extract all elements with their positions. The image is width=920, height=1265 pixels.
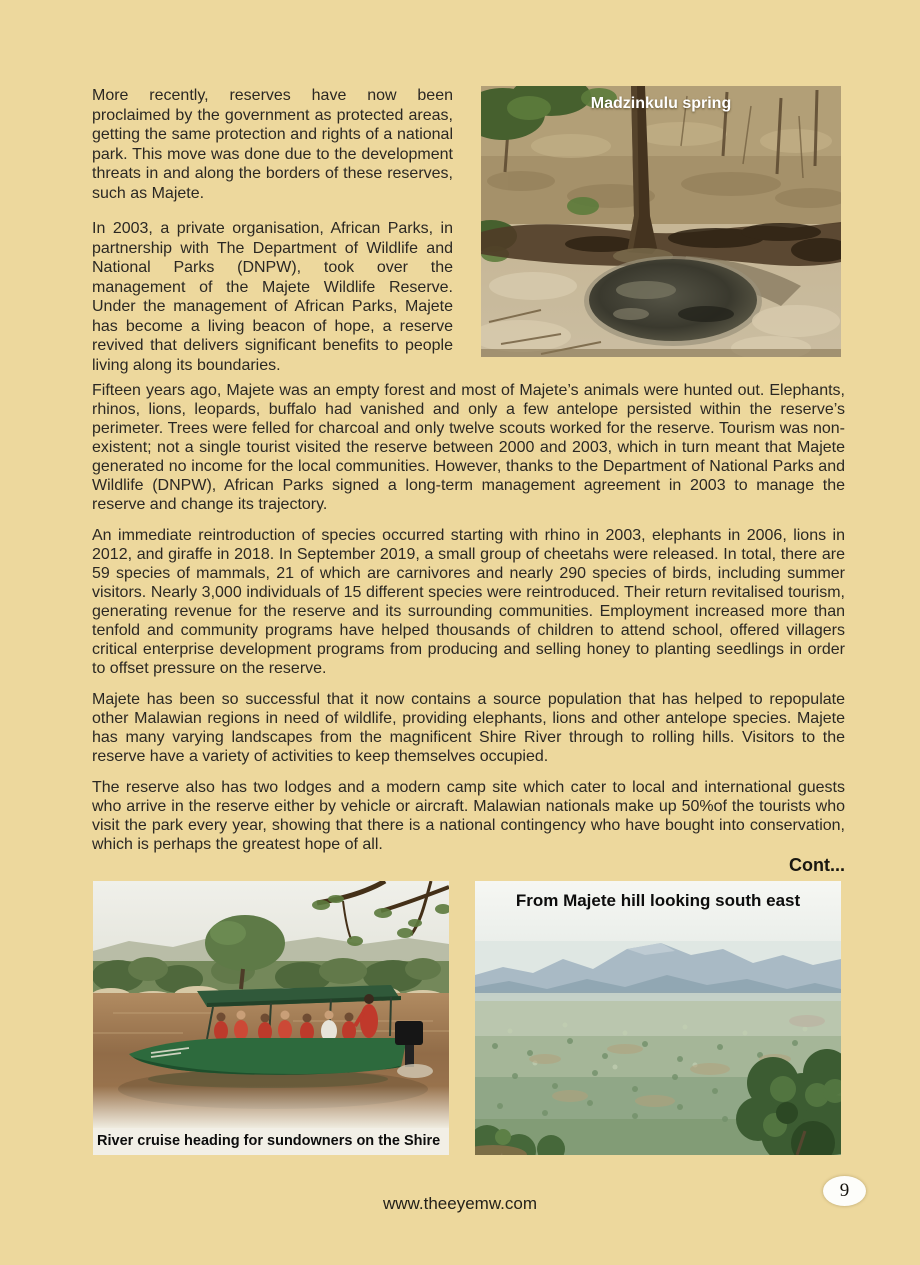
photo-majete-hill-view	[475, 881, 841, 1155]
paragraph-success: Majete has been so successful that it now contains a source population that has helped to repopulate other Malawian regions in need of wildlife, providing elephants, lions and other antelope species. Majete has many varying landscapes from the magnificent Shire River through to rolling hills. Visitors to the reserve have a variety of activities to keep themselves occupied.	[92, 691, 845, 765]
footer-website: www.theeyemw.com	[383, 1194, 537, 1213]
paragraph-intro-2: In 2003, a private organisation, African Parks, in partnership with The Department of Wildlife and National Parks (DNPW), took over the management of the Majete Wildlife Reserve. Under the management of African Parks, Majete has become a living beacon of hope, a reserve revived that delivers significant benefits to people living along its boundaries.	[92, 220, 453, 374]
paragraph-lodges: The reserve also has two lodges and a modern camp site which cater to local and international guests who arrive in the reserve either by vehicle or aircraft. Malawian nationals make up 50%of the tourists who visit the park every year, showing that there is a national contingency who have bought into conservation, which is perhaps the greatest hope of all.	[92, 779, 845, 853]
paragraph-reintroduction: An immediate reintroduction of species occurred starting with rhino in 2003, elephants in 2006, lions in 2012, and giraffe in 2018. In September 2019, a small group of cheetahs were released. In total, there are 59 species of mammals, 21 of which are carnivores and nearly 290 species of birds, including summer visitors. Nearly 3,000 individuals of 15 different species were reintroduced. Their return revitalised tourism, generating revenue for the reserve and its surrounding communities. Employment increased more than tenfold and community programs have helped thousands of children to attend school, offered villagers critical enterprise development programs from producing and selling honey to planting seedlings in order to offset pressure on the reserve.	[92, 527, 845, 677]
continuation-label: Cont...	[789, 855, 845, 875]
article-body	[92, 381, 845, 866]
vista-photo-image	[475, 881, 841, 1155]
paragraph-history: Fifteen years ago, Majete was an empty forest and most of Majete’s animals were hunted out. Elephants, rhinos, lions, leopards, buffalo had vanished and only a few antelope persisted within the reserve’s perimeter. Trees were felled for charcoal and only twelve scouts worked for the reserve. Tourism was non-existent; not a single tourist visited the reserve between 2000 and 2003, which in turn meant that Majete generated no income for the local communities. However, thanks to the Department of National Parks and Wildlife (DNPW), African Parks signed a long-term management agreement in 2003 to manage the reserve and change its trajectory.	[92, 382, 845, 513]
river-cruise-photo-image	[93, 881, 449, 1128]
photo-river-cruise	[93, 881, 449, 1155]
water-pool	[589, 259, 757, 341]
photo-caption-spring: Madzinkulu spring	[590, 95, 732, 112]
paragraph-intro-1: More recently, reserves have now been proclaimed by the government as protected areas, getting the same protection and rights of a national park. This move was done due to the development threats in and along the borders of these reserves, such as Majete.	[92, 87, 453, 202]
photo-caption-river-cruise: River cruise heading for sundowners on the Shire	[93, 1128, 449, 1155]
photo-caption-vista: From Majete hill looking south east	[515, 891, 801, 910]
intro-text-column	[92, 86, 453, 391]
photo-madzinkulu-spring	[481, 86, 841, 357]
bottom-photo-row	[93, 881, 841, 1155]
intro-section	[92, 86, 845, 391]
page-number-badge: 9	[823, 1176, 866, 1206]
spring-photo-image	[481, 86, 841, 357]
riverbank-tree	[205, 915, 285, 971]
